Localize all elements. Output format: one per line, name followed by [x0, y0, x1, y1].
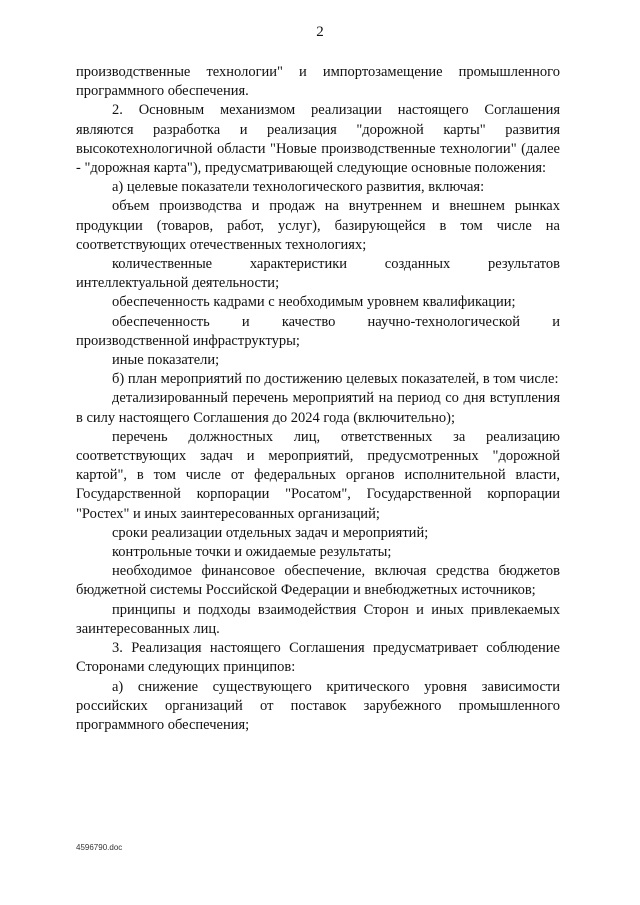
paragraph: объем производства и продаж на внутреннем и внешнем рынках продукции (товаров, работ, услуг), базирующейся в том числе на соответствующих отечественных технологиях; — [76, 198, 560, 253]
paragraph: перечень должностных лиц, ответственных за реализацию соответствующих задач и мероприятий, предусмотренных "дорожной картой", в том числе от федеральных органов исполнительной власти, Государственной корпорации "Росатом", Государственной корпорации "Ростех" и иных заинтересованных организаций; — [76, 428, 560, 522]
document-body — [76, 63, 560, 735]
paragraph: сроки реализации отдельных задач и мероприятий; — [112, 524, 429, 541]
paragraph: количественные характеристики созданных результатов интеллектуальной деятельности; — [76, 256, 560, 292]
paragraph: 2. Основным механизмом реализации настоящего Соглашения являются разработка и реализация "дорожной карты" развития высокотехнологичной области "Новые производственные технологии" (далее - "дорожная карта"), предусматривающей следующие основные положения: — [76, 102, 560, 177]
paragraph: обеспеченность и качество научно-технологической и производственной инфраструктуры; — [76, 313, 560, 349]
paragraph: необходимое финансовое обеспечение, включая средства бюджетов бюджетной системы Российской Федерации и внебюджетных источников; — [76, 563, 560, 599]
paragraph: а) целевые показатели технологического развития, включая: — [112, 179, 485, 196]
paragraph: б) план мероприятий по достижению целевых показателей, в том числе: — [112, 371, 559, 388]
paragraph: детализированный перечень мероприятий на период со дня вступления в силу настоящего Соглашения до 2024 года (включительно); — [76, 390, 560, 426]
paragraph: 3. Реализация настоящего Соглашения предусматривает соблюдение Сторонами следующих принципов: — [76, 640, 560, 676]
paragraph: а) снижение существующего критического уровня зависимости российских организаций от поставок зарубежного промышленного программного обеспечения; — [76, 678, 560, 733]
paragraph: принципы и подходы взаимодействия Сторон и иных привлекаемых заинтересованных лиц. — [76, 601, 560, 637]
paragraph: производственные технологии" и импортозамещение промышленного программного обеспечения. — [76, 64, 560, 100]
paragraph: контрольные точки и ожидаемые результаты; — [112, 544, 392, 561]
paragraph: иные показатели; — [112, 352, 220, 369]
file-name-footer: 4596790.doc — [76, 843, 123, 852]
page-number: 2 — [316, 24, 324, 40]
paragraph: обеспеченность кадрами с необходимым уровнем квалификации; — [112, 294, 516, 311]
